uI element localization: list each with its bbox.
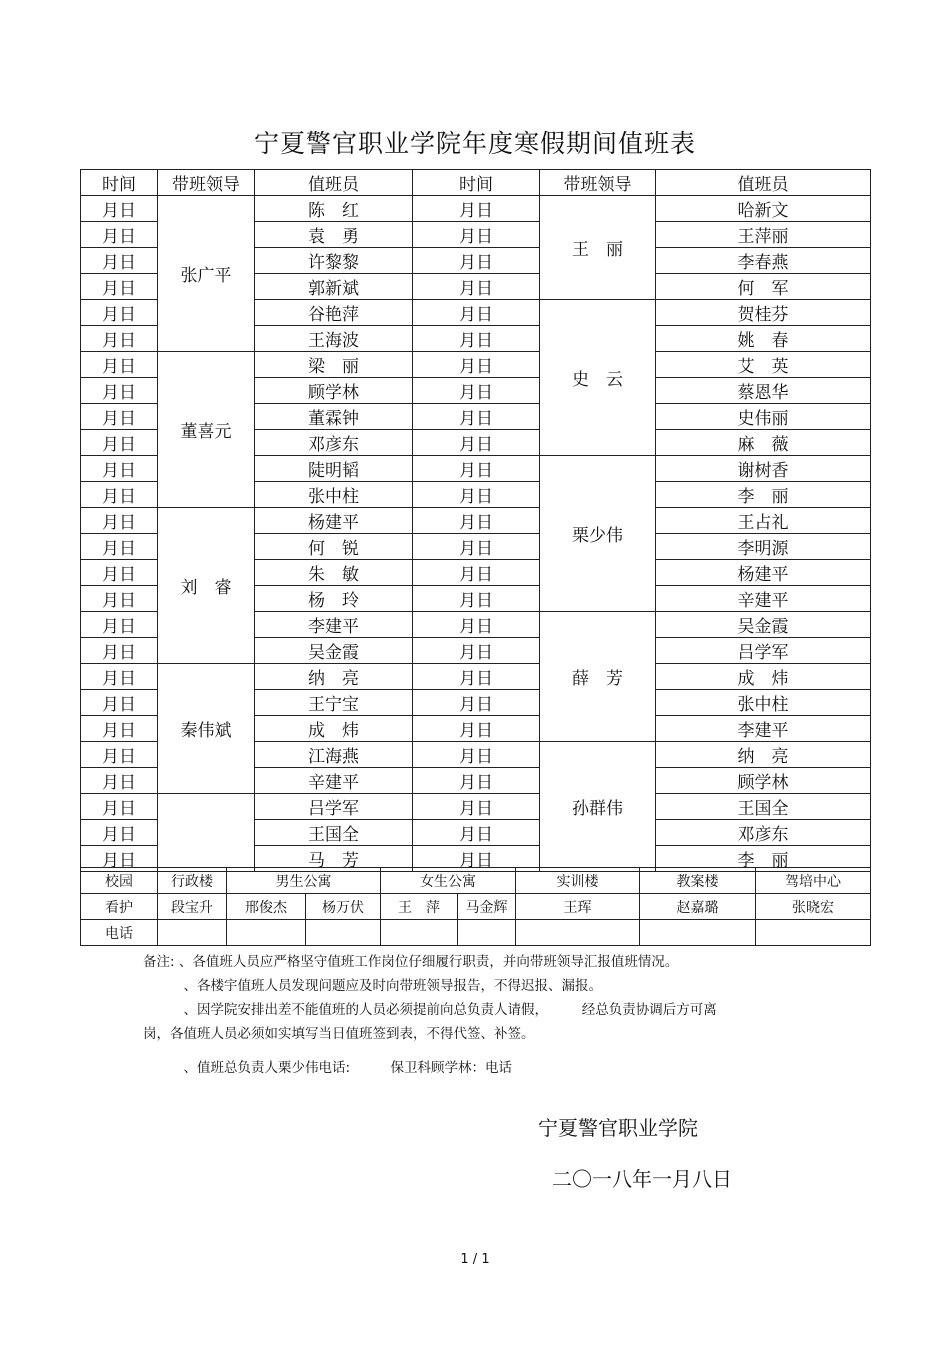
date-cell: 月日: [413, 820, 540, 846]
date-cell: 月日: [413, 300, 540, 326]
date-cell: 月日: [413, 378, 540, 404]
phone-cell: [516, 920, 640, 946]
staff-cell: 何 锐: [255, 534, 413, 560]
date-cell: 月日: [413, 560, 540, 586]
signature-date: 二〇一八年一月八日: [552, 1167, 732, 1191]
note-line: 岗，各值班人员必须如实填写当日值班签到表，不得代签、补签。: [143, 1026, 535, 1042]
date-cell: 月日: [81, 742, 158, 768]
date-cell: 月日: [81, 404, 158, 430]
campus-guard-table: [80, 867, 871, 946]
building-cell: 女生公寓: [381, 868, 516, 894]
staff-cell: 江海燕: [255, 742, 413, 768]
note-line: 、因学院安排出差不能值班的人员必须提前向总负责人请假， 经总负责协调后方可离: [143, 1002, 717, 1018]
phone-cell: [756, 920, 871, 946]
leader-cell: 薛 芳: [540, 612, 656, 742]
staff-cell: 吕学军: [656, 638, 871, 664]
leader-cell: 刘 睿: [158, 508, 255, 664]
staff-cell: 马 芳: [255, 846, 413, 872]
guard-cell: 赵嘉璐: [640, 894, 756, 920]
table-row: [81, 352, 871, 378]
date-cell: 月日: [81, 222, 158, 248]
phone-cell: [381, 920, 458, 946]
leader-cell: [158, 794, 255, 872]
column-header: 值班员: [255, 170, 413, 196]
staff-cell: 邓彦东: [255, 430, 413, 456]
date-cell: 月日: [413, 248, 540, 274]
staff-cell: 艾 英: [656, 352, 871, 378]
staff-cell: 谷艳萍: [255, 300, 413, 326]
date-cell: 月日: [81, 248, 158, 274]
staff-cell: 郭新斌: [255, 274, 413, 300]
table-row: [81, 664, 871, 690]
note-line: 备注: 、各值班人员应严格坚守值班工作岗位仔细履行职责，并向带班领导汇报值班情况。: [143, 954, 679, 970]
date-cell: 月日: [413, 274, 540, 300]
column-header: 时间: [81, 170, 158, 196]
phone-cell: [158, 920, 227, 946]
table-header-row: [81, 170, 871, 196]
date-cell: 月日: [81, 378, 158, 404]
staff-cell: 邓彦东: [656, 820, 871, 846]
campus-label: 校园: [81, 868, 158, 894]
staff-cell: 吴金霞: [656, 612, 871, 638]
date-cell: 月日: [413, 352, 540, 378]
staff-cell: 顾学林: [255, 378, 413, 404]
date-cell: 月日: [413, 794, 540, 820]
staff-cell: 杨 玲: [255, 586, 413, 612]
date-cell: 月日: [81, 456, 158, 482]
note-line: 、值班总负责人栗少伟电话: 保卫科顾学林：电话: [143, 1060, 513, 1076]
building-cell: 驾培中心: [756, 868, 871, 894]
leader-cell: 栗少伟: [540, 456, 656, 612]
date-cell: 月日: [413, 482, 540, 508]
date-cell: 月日: [81, 534, 158, 560]
staff-cell: 谢树香: [656, 456, 871, 482]
guard-cell: 王珲: [516, 894, 640, 920]
staff-cell: 王宁宝: [255, 690, 413, 716]
date-cell: 月日: [81, 820, 158, 846]
date-cell: 月日: [413, 716, 540, 742]
date-cell: 月日: [81, 716, 158, 742]
staff-cell: 李春燕: [656, 248, 871, 274]
signature-org: 宁夏警官职业学院: [538, 1116, 698, 1140]
duty-schedule-table: [80, 169, 871, 872]
staff-cell: 李 丽: [656, 846, 871, 872]
page-title: 宁夏警官职业学院年度寒假期间值班表: [253, 129, 696, 158]
date-cell: 月日: [413, 326, 540, 352]
leader-cell: 孙群伟: [540, 742, 656, 872]
staff-cell: 李建平: [656, 716, 871, 742]
staff-cell: 麻 薇: [656, 430, 871, 456]
date-cell: 月日: [81, 690, 158, 716]
leader-cell: 史 云: [540, 300, 656, 456]
staff-cell: 姚 春: [656, 326, 871, 352]
date-cell: 月日: [413, 534, 540, 560]
staff-cell: 哈新文: [656, 196, 871, 222]
building-cell: 行政楼: [158, 868, 227, 894]
staff-cell: 杨建平: [255, 508, 413, 534]
leader-cell: 秦伟斌: [158, 664, 255, 794]
staff-cell: 许黎黎: [255, 248, 413, 274]
staff-cell: 王国全: [255, 820, 413, 846]
staff-cell: 李 丽: [656, 482, 871, 508]
guard-cell: 张晓宏: [756, 894, 871, 920]
date-cell: 月日: [81, 560, 158, 586]
staff-cell: 纳 亮: [255, 664, 413, 690]
campus-buildings-row: [81, 868, 871, 894]
date-cell: 月日: [81, 430, 158, 456]
date-cell: 月日: [413, 664, 540, 690]
date-cell: 月日: [81, 352, 158, 378]
staff-cell: 李明源: [656, 534, 871, 560]
date-cell: 月日: [81, 482, 158, 508]
staff-cell: 张中柱: [255, 482, 413, 508]
staff-cell: 史伟丽: [656, 404, 871, 430]
date-cell: 月日: [81, 664, 158, 690]
staff-cell: 顾学林: [656, 768, 871, 794]
date-cell: 月日: [413, 430, 540, 456]
staff-cell: 陡明韬: [255, 456, 413, 482]
guard-cell: 杨万伏: [306, 894, 381, 920]
staff-cell: 辛建平: [255, 768, 413, 794]
date-cell: 月日: [81, 846, 158, 872]
date-cell: 月日: [81, 274, 158, 300]
date-cell: 月日: [413, 768, 540, 794]
guard-cell: 王 萍: [381, 894, 458, 920]
date-cell: 月日: [413, 638, 540, 664]
staff-cell: 成 炜: [255, 716, 413, 742]
note-line: 、各楼宇值班人员发现问题应及时向带班领导报告，不得迟报、漏报。: [143, 978, 602, 994]
staff-cell: 王国全: [656, 794, 871, 820]
staff-cell: 杨建平: [656, 560, 871, 586]
leader-cell: 张广平: [158, 196, 255, 352]
date-cell: 月日: [81, 612, 158, 638]
guard-cell: 马金辉: [458, 894, 516, 920]
guard-cell: 段宝升: [158, 894, 227, 920]
staff-cell: 贺桂芬: [656, 300, 871, 326]
campus-phone-row: [81, 920, 871, 946]
phone-label: 电话: [81, 920, 158, 946]
phone-cell: [640, 920, 756, 946]
column-header: 时间: [413, 170, 540, 196]
building-cell: 实训楼: [516, 868, 640, 894]
date-cell: 月日: [81, 768, 158, 794]
staff-cell: 董霖钟: [255, 404, 413, 430]
staff-cell: 陈 红: [255, 196, 413, 222]
date-cell: 月日: [81, 508, 158, 534]
staff-cell: 成 炜: [656, 664, 871, 690]
date-cell: 月日: [413, 404, 540, 430]
table-row: [81, 508, 871, 534]
staff-cell: 纳 亮: [656, 742, 871, 768]
date-cell: 月日: [413, 196, 540, 222]
date-cell: 月日: [413, 690, 540, 716]
column-header: 值班员: [656, 170, 871, 196]
staff-cell: 梁 丽: [255, 352, 413, 378]
staff-cell: 吕学军: [255, 794, 413, 820]
date-cell: 月日: [81, 638, 158, 664]
phone-cell: [306, 920, 381, 946]
phone-cell: [227, 920, 306, 946]
date-cell: 月日: [413, 222, 540, 248]
campus-people-row: [81, 894, 871, 920]
page-number: 1 / 1: [460, 1252, 490, 1267]
notes-block: [143, 950, 803, 1080]
building-cell: 男生公寓: [227, 868, 381, 894]
column-header: 带班领导: [540, 170, 656, 196]
leader-cell: 董喜元: [158, 352, 255, 508]
table-row: [81, 196, 871, 222]
date-cell: 月日: [413, 456, 540, 482]
date-cell: 月日: [413, 508, 540, 534]
date-cell: 月日: [413, 612, 540, 638]
staff-cell: 王占礼: [656, 508, 871, 534]
phone-cell: [458, 920, 516, 946]
date-cell: 月日: [81, 196, 158, 222]
date-cell: 月日: [81, 300, 158, 326]
building-cell: 教案楼: [640, 868, 756, 894]
staff-cell: 王萍丽: [656, 222, 871, 248]
staff-cell: 何 军: [656, 274, 871, 300]
staff-cell: 李建平: [255, 612, 413, 638]
table-row: [81, 794, 871, 820]
guard-cell: 邢俊杰: [227, 894, 306, 920]
date-cell: 月日: [81, 794, 158, 820]
date-cell: 月日: [81, 326, 158, 352]
staff-cell: 辛建平: [656, 586, 871, 612]
staff-cell: 蔡恩华: [656, 378, 871, 404]
staff-cell: 袁 勇: [255, 222, 413, 248]
guard-label: 看护: [81, 894, 158, 920]
staff-cell: 朱 敏: [255, 560, 413, 586]
leader-cell: 王 丽: [540, 196, 656, 300]
date-cell: 月日: [413, 846, 540, 872]
staff-cell: 吴金霞: [255, 638, 413, 664]
staff-cell: 张中柱: [656, 690, 871, 716]
column-header: 带班领导: [158, 170, 255, 196]
date-cell: 月日: [413, 586, 540, 612]
date-cell: 月日: [413, 742, 540, 768]
date-cell: 月日: [81, 586, 158, 612]
staff-cell: 王海波: [255, 326, 413, 352]
